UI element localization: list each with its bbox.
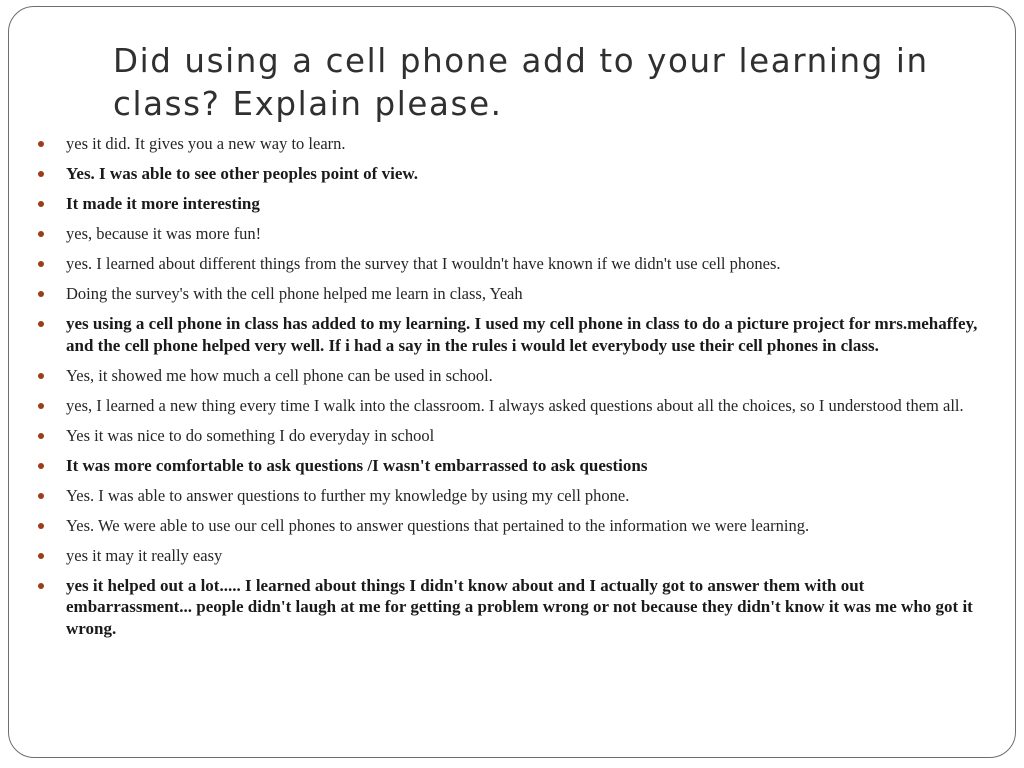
response-item: [38, 163, 988, 185]
response-text: yes, because it was more fun!: [66, 224, 262, 243]
response-text: It made it more interesting: [66, 194, 260, 213]
response-text: yes, I learned a new thing every time I walk into the classroom. I always asked questions about all the choices, so I understood them all.: [66, 395, 964, 415]
bullet-dot-icon: [38, 373, 44, 379]
response-text: Yes. We were able to use our cell phones to answer questions that pertained to the information we were learning.: [66, 515, 810, 535]
response-item: [38, 365, 988, 387]
response-item: [38, 515, 988, 537]
response-item: [38, 485, 988, 507]
response-text: It was more comfortable to ask questions /I wasn't embarrassed to ask questions: [66, 455, 648, 475]
bullet-dot-icon: [38, 231, 44, 237]
bullet-dot-icon: [38, 433, 44, 439]
response-item: [38, 283, 988, 305]
response-list: [38, 133, 988, 648]
bullet-dot-icon: [38, 493, 44, 499]
bullet-dot-icon: [38, 171, 44, 177]
response-text: yes it may it really easy: [66, 545, 223, 565]
bullet-dot-icon: [38, 201, 44, 207]
response-text: Yes, it showed me how much a cell phone can be used in school.: [66, 365, 493, 385]
bullet-dot-icon: [38, 583, 44, 589]
response-text: yes it did. It gives you a new way to learn.: [66, 134, 346, 153]
bullet-dot-icon: [38, 523, 44, 529]
response-item: [38, 253, 988, 275]
response-text: Yes. I was able to see other peoples point of view.: [66, 164, 418, 183]
bullet-dot-icon: [38, 261, 44, 267]
response-item: [38, 575, 988, 640]
response-item: [38, 313, 988, 356]
response-text: Yes it was nice to do something I do everyday in school: [66, 425, 435, 445]
bullet-dot-icon: [38, 403, 44, 409]
response-text: yes it helped out a lot..... I learned about things I didn't know about and I actually got to answer them with out embarrassment... people didn't laugh at me for getting a problem wrong or not because they didn't know it was me who got it wrong.: [66, 575, 973, 638]
response-text: yes using a cell phone in class has added to my learning. I used my cell phone in class to do a picture project for mrs.mehaffey, and the cell phone helped very well. If i had a say in the rules i would let everybody use their cell phones in class.: [66, 314, 978, 355]
bullet-dot-icon: [38, 553, 44, 559]
response-item: [38, 133, 988, 155]
response-item: [38, 545, 988, 567]
response-item: [38, 395, 988, 417]
bullet-dot-icon: [38, 463, 44, 469]
response-text: Yes. I was able to answer questions to further my knowledge by using my cell phone.: [66, 485, 630, 505]
bullet-dot-icon: [38, 141, 44, 147]
response-text: yes. I learned about different things from the survey that I wouldn't have known if we didn't use cell phones.: [66, 254, 781, 273]
response-text: Doing the survey's with the cell phone helped me learn in class, Yeah: [66, 284, 523, 303]
bullet-dot-icon: [38, 291, 44, 297]
response-item: [38, 425, 988, 447]
slide-title: Did using a cell phone add to your learning in class? Explain please.: [113, 42, 929, 123]
response-item: [38, 193, 988, 215]
bullet-dot-icon: [38, 321, 44, 327]
response-item: [38, 223, 988, 245]
response-item: [38, 455, 988, 477]
